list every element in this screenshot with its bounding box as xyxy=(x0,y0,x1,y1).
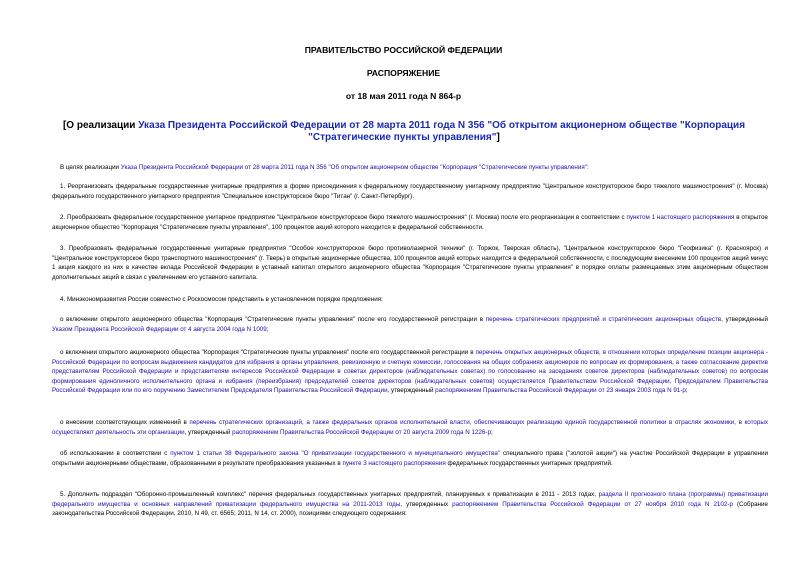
order-2102r-link[interactable]: распоряжением Правительства Российской Федерации от 27 ноября 2010 года N 2102-р xyxy=(452,500,733,508)
title-close-bracket: ] xyxy=(496,132,500,143)
title-decree-link[interactable]: Указа Президента Российской Федерации от 28 марта 2011 года N 356 "Об открытом акционерном обществе "Корпорация "Стратегические пункты управления" xyxy=(138,120,746,143)
strategic-organizations-list-link[interactable]: перечень стратегических организаций, а также федеральных органов исполнительной власти, обеспечивающих реализацию единой государственной политики в отраслях экономики, в которых осуществляют деятельность эти организации xyxy=(52,419,768,436)
paragraph-2-point1-link[interactable]: пунктом 1 настоящего распоряжения xyxy=(626,214,735,221)
paragraph-4 xyxy=(52,295,768,305)
joint-stock-list-link[interactable]: перечень открытых акционерных обществ, в отношении которых определение позиции акционера - Российской Федерации по вопросам выдвижения кандидатов для избрания в органы управления, ревизионную и счетную комиссии, голосования на общих собраниях акционеров по вопросам их формирования, а также согласование директив представителям Российской Федерации и представителям интересов Российской Федерации в советах директоров (наблюдательных советах) по голосованию на заседаниях советов директоров (наблюдательных советов) по вопросам формирования единоличного исполнительного органа и избрания (переизбрания) председателей советов директоров (наблюдательных советов) осуществляется Правительством Российской Федерации, Председателем Правительства Российской Федерации или по его поручению Заместителем Председателя Правительства Российской Федерации xyxy=(52,349,768,394)
paragraph-4c-text-end: ; xyxy=(490,428,493,436)
paragraph-2 xyxy=(52,213,768,232)
document-type: РАСПОРЯЖЕНИЕ xyxy=(366,68,441,78)
intro-text: В целях реализации xyxy=(60,164,121,171)
paragraph-5-text-end: (Собрание законодательства Российской Федерации, 2010, N 49, ст. 6565; 2011, N 14, ст. 2000), позициями следующего содержания: xyxy=(52,500,768,517)
intro-text-end: : xyxy=(586,164,589,171)
paragraph-4a-text-end: ; xyxy=(266,325,269,333)
strategic-enterprises-list-link[interactable]: перечень стратегических предприятий и стратегических акционерных обществ xyxy=(485,316,722,323)
privatization-plan-link[interactable]: раздела II прогнозного плана (программы) приватизации федерального имущества и основных направлений приватизации федерального имущества на 2011-2013 годы xyxy=(52,491,769,508)
intro-paragraph xyxy=(52,163,768,173)
order-91r-link[interactable]: распоряжением Правительства Российской Федерации от 23 января 2003 года N 91-р xyxy=(435,387,686,394)
paragraph-3 xyxy=(52,244,768,282)
paragraph-2-text: 2. Преобразовать федеральное государственное унитарное предприятие "Центральное конструкторское бюро тяжелого машиностроения" (г. Москва) после его реорганизации в соответствии с xyxy=(60,214,627,221)
paragraph-1-text: 1. Реорганизовать федеральные государственные унитарные предприятия в форме присоединения к федеральному государственному унитарному предприятию "Центральное конструкторское бюро тяжелого машиностроения" (г. Москва) федерального государственного унитарного предприятия "Специальное конструкторское бюро "Титан" (г. Санкт-Петербург). xyxy=(52,183,768,200)
decree-1009-link[interactable]: Указом Президента Российской Федерации от 4 августа 2004 года N 1009 xyxy=(52,325,267,333)
org-name: ПРАВИТЕЛЬСТВО РОССИЙСКОЙ ФЕДЕРАЦИИ xyxy=(304,45,503,55)
document-title xyxy=(52,120,756,144)
paragraph-4d-text-end: федеральных государственных унитарных предприятий. xyxy=(445,459,613,467)
document-date-number: от 18 мая 2011 года N 864-р xyxy=(345,91,462,101)
paragraph-4c xyxy=(52,418,768,437)
paragraph-2-text-end: в открытое акционерное общество "Корпорация "Стратегические пункты управления", 100 процентов акций которого находится в федеральной собственности. xyxy=(52,214,768,231)
paragraph-5 xyxy=(52,490,768,519)
paragraph-4b xyxy=(52,348,768,396)
paragraph-4d-text-mid: специального права ("золотой акции") на участие Российской Федерации в управлении открытыми акционерными обществами, образованными в результате преобразования указанных в xyxy=(52,450,768,467)
paragraph-4a-text: о включении открытого акционерного общества "Корпорация "Стратегические пункты управления" после его государственной регистрации в xyxy=(60,316,486,323)
paragraph-4c-text-mid: , утвержденный xyxy=(184,428,233,436)
paragraph-4-text: 4. Минэкономразвития России совместно с Роскосмосом представить в установленном порядке предложения: xyxy=(60,296,383,303)
title-open-bracket: [О реализации xyxy=(62,120,139,131)
paragraph-1 xyxy=(52,182,768,201)
paragraph-4d xyxy=(52,449,768,468)
paragraph-4b-text-end: ; xyxy=(685,387,688,394)
paragraph-4d-text: об использовании в соответствии с xyxy=(60,450,171,457)
paragraph-5-text: 5. Дополнить подраздел "Оборонно-промышленный комплекс" перечня федеральных государственных унитарных предприятий, планируемых к приватизации в 2011 - 2013 годах, xyxy=(60,491,599,498)
paragraph-4b-text: о включении открытого акционерного общества "Корпорация "Стратегические пункты управления" после его государственной регистрации в xyxy=(60,349,476,356)
paragraph-4c-text: о внесении соответствующих изменений в xyxy=(60,419,190,426)
paragraph-3-text: 3. Преобразовать федеральные государственные унитарные предприятия "Особое конструкторское бюро противолазерной техники" (г. Торжок, Тверская область), "Центральное конструкторское бюро "Геофизика" (г. Красноярск) и "Центральное конструкторское бюро транспортного машиностроения" (г. Тверь) в открытые акционерные общества, 100 процентов акций которых находится в федеральной собственности, с последующим внесением 100 процентов акций минус 1 акция каждого из них в качестве вклада Российской Федерации в уставный капитал открытого акционерного общества "Корпорация "Стратегические пункты управления" в порядке оплаты размещаемых этим акционерным обществом дополнительных акций в связи с увеличением его уставного капитала. xyxy=(52,245,768,281)
paragraph-5-text-mid: , утвержденных xyxy=(400,500,453,508)
paragraph-4a-text-mid: , утвержденный xyxy=(721,316,768,323)
paragraph-4b-text-mid: , утвержденный xyxy=(387,387,436,394)
point3-link[interactable]: пункте 3 настоящего распоряжения xyxy=(342,459,446,467)
privatization-law-link[interactable]: пунктом 1 статьи 38 Федерального закона "О приватизации государственного и муниципального имущества" xyxy=(170,450,501,457)
paragraph-4a xyxy=(52,315,768,334)
intro-decree-link[interactable]: Указа Президента Российской Федерации от 28 марта 2011 года N 356 "Об открытом акционерном обществе "Корпорация "Стратегические пункты управления" xyxy=(120,164,587,171)
order-1226r-link[interactable]: распоряжением Правительства Российской Федерации от 20 августа 2009 года N 1226-р xyxy=(232,428,491,436)
